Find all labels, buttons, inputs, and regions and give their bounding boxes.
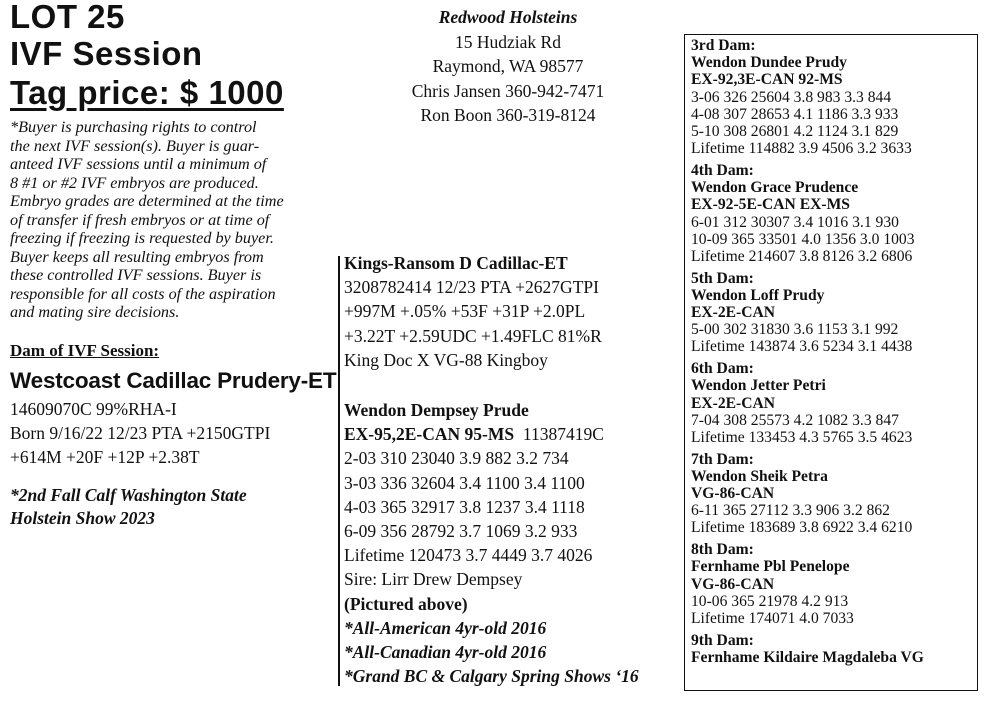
terms-line: freezing if freezing is requested by buyer. (10, 229, 274, 247)
pedigree-dam-entry (691, 541, 924, 627)
terms-line: of transfer if fresh embryos or at time of (10, 210, 270, 229)
pedigree-dam-class: EX-92-5E-CAN EX-MS (691, 196, 850, 214)
pedigree-dam-label: 8th Dam: (691, 541, 754, 559)
pedigree-dam-label: 4th Dam: (691, 161, 754, 179)
granddam-record: 3-03 336 32604 3.4 1100 3.4 1100 (344, 472, 585, 493)
farm-contact-1: Chris Jansen 360-942-7471 (411, 80, 605, 101)
dam-detail-line: +614M +20F +12P +2.38T (10, 447, 200, 467)
pedigree-dam-record: 10-06 365 21978 4.2 913 (691, 592, 849, 610)
terms-line: responsible for all costs of the aspiration (10, 284, 276, 303)
granddam-record: 4-03 365 32917 3.8 1237 3.4 1118 (344, 496, 585, 517)
pedigree-dam-entry (691, 162, 924, 265)
pedigree-dam-record: 10-09 365 33501 4.0 1356 3.0 1003 (691, 230, 915, 248)
pictured-note: (Pictured above) (344, 593, 468, 614)
pedigree-dam-label: 9th Dam: (691, 631, 754, 649)
granddam-name: Wendon Dempsey Prude (344, 400, 529, 420)
pedigree-list (691, 37, 924, 671)
pedigree-dam-record: Lifetime 143874 3.6 5234 3.1 4438 (691, 338, 913, 356)
pedigree-dam-record: 6-11 365 27112 3.3 906 3.2 862 (691, 502, 890, 520)
farm-address-2: Raymond, WA 98577 (432, 56, 584, 76)
session-title: IVF Session (10, 35, 203, 72)
terms-line: these controlled IVF sessions. Buyer is (10, 266, 262, 284)
pedigree-dam-record: 7-04 308 25573 4.2 1082 3.3 847 (691, 411, 899, 429)
granddam-sire: Sire: Lirr Drew Dempsey (344, 569, 523, 590)
pedigree-dam-record: 6-01 312 30307 3.4 1016 3.1 930 (691, 213, 899, 231)
pedigree-dam-record: Lifetime 174071 4.0 7033 (691, 610, 854, 627)
terms-line: the next IVF session(s). Buyer is guar- (10, 136, 260, 155)
dam-name: Westcoast Cadillac Prudery-ET (10, 368, 337, 393)
sire-block (344, 251, 602, 372)
pedigree-dam-entry (691, 270, 924, 356)
farm-contact-2: Ron Boon 360-319-8124 (420, 105, 596, 125)
granddam-class-line (344, 422, 639, 446)
sire-line: 3208782414 12/23 PTA +2627GTPI (344, 277, 599, 298)
tag-price: Tag price: $ 1000 (10, 74, 284, 111)
farm-contact (343, 5, 673, 128)
pedigree-dam-name: Wendon Dundee Prudy (691, 54, 847, 72)
pedigree-dam-record: Lifetime 183689 3.8 6922 3.4 6210 (691, 519, 913, 537)
pedigree-dam-record: Lifetime 114882 3.9 4506 3.2 3633 (691, 140, 912, 158)
granddam-award: *All-Canadian 4yr-old 2016 (344, 642, 547, 663)
dam-awards (10, 484, 247, 530)
pedigree-dam-label: 5th Dam: (691, 269, 754, 287)
pedigree-dam-record: 4-08 307 28653 4.1 1186 3.3 933 (691, 105, 899, 123)
terms-line: 8 #1 or #2 IVF embryos are produced. (10, 173, 259, 192)
pedigree-dam-label: 6th Dam: (691, 360, 754, 378)
granddam-block (344, 398, 639, 688)
granddam-record: Lifetime 120473 3.7 4449 3.7 4026 (344, 545, 593, 566)
pedigree-dam-label: 7th Dam: (691, 450, 754, 468)
dam-detail-line: Born 9/16/22 12/23 PTA +2150GTPI (10, 423, 271, 443)
sire-name: Kings-Ransom D Cadillac-ET (344, 253, 568, 273)
lot-number: LOT 25 (10, 0, 125, 35)
pedigree-dam-name: Fernhame Pbl Penelope (691, 558, 850, 576)
granddam-award: *All-American 4yr-old 2016 (344, 617, 547, 638)
column-divider (338, 256, 340, 686)
pedigree-dam-entry (691, 632, 924, 666)
dam-award-line: Holstein Show 2023 (10, 508, 155, 528)
dam-heading: Dam of IVF Session: (10, 341, 160, 360)
granddam-record: 2-03 310 23040 3.9 882 3.2 734 (344, 448, 569, 469)
pedigree-dam-record: 3-06 326 25604 3.8 983 3.3 844 (691, 88, 892, 106)
dam-detail-line: 14609070C 99%RHA-I (10, 399, 177, 419)
pedigree-dam-record: Lifetime 133453 4.3 5765 3.5 4623 (691, 428, 913, 446)
sire-line: King Doc X VG-88 Kingboy (344, 349, 548, 370)
granddam-record: 6-09 356 28792 3.7 1069 3.2 933 (344, 521, 578, 542)
pedigree-dam-class: EX-2E-CAN (691, 394, 776, 412)
pedigree-dam-entry (691, 451, 924, 537)
pedigree-dam-class: EX-2E-CAN (691, 304, 776, 322)
pedigree-dam-name: Wendon Jetter Petri (691, 377, 826, 395)
sire-line: +3.22T +2.59UDC +1.49FLC 81%R (344, 325, 602, 346)
terms-line: Embryo grades are determined at the time (10, 192, 284, 210)
pedigree-dam-entry (691, 37, 924, 157)
granddam-award: *Grand BC & Calgary Spring Shows ‘16 (344, 666, 639, 687)
granddam-class: EX-95,2E-CAN 95-MS (344, 424, 515, 445)
pedigree-dam-class: VG-86-CAN (691, 575, 775, 593)
dam-details (10, 397, 270, 469)
pedigree-dam-class: VG-86-CAN (691, 485, 775, 503)
pedigree-dam-record: 5-10 308 26801 4.2 1124 3.1 829 (691, 123, 899, 141)
pedigree-dam-name: Fernhame Kildaire Magdaleba VG (691, 648, 924, 666)
pedigree-dam-record: 5-00 302 31830 3.6 1153 3.1 992 (691, 321, 899, 339)
terms-line: Buyer keeps all resulting embryos from (10, 247, 264, 266)
sire-line: +997M +.05% +53F +31P +2.0PL (344, 301, 586, 322)
pedigree-dam-name: Wendon Loff Prudy (691, 286, 825, 304)
terms-line: *Buyer is purchasing rights to control (10, 118, 257, 136)
pedigree-dam-entry (691, 360, 924, 446)
terms-line: and mating sire decisions. (10, 303, 180, 321)
terms-line: anteed IVF sessions until a minimum of (10, 155, 267, 173)
farm-address-1: 15 Hudziak Rd (455, 31, 561, 52)
pedigree-dam-label: 3rd Dam: (691, 37, 756, 54)
pedigree-dam-name: Wendon Sheik Petra (691, 467, 828, 485)
farm-name: Redwood Holsteins (438, 7, 578, 27)
dam-award-line: *2nd Fall Calf Washington State (10, 485, 247, 505)
pedigree-dam-record: Lifetime 214607 3.8 8126 3.2 6806 (691, 247, 913, 265)
granddam-reg: 11387419C (514, 424, 604, 445)
pedigree-dam-name: Wendon Grace Prudence (691, 179, 859, 197)
buyer-terms (10, 118, 340, 322)
pedigree-dam-class: EX-92,3E-CAN 92-MS (691, 71, 843, 89)
